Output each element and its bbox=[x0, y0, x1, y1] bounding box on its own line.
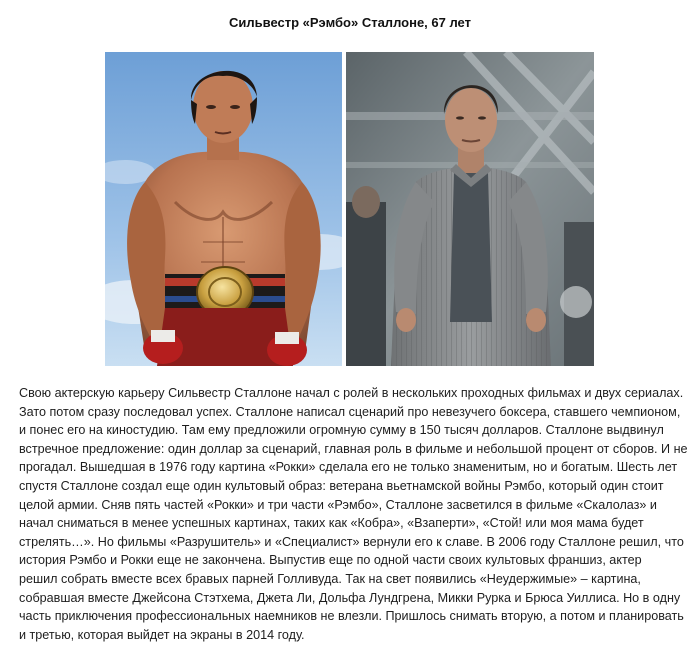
article-line: история Рэмбо и Рокки еще не закончена. Выпустив еще по одной части своих культовых франшиз, актер bbox=[19, 553, 642, 568]
article-line: и третью, которая выйдет на экраны в 2014 году. bbox=[19, 627, 305, 642]
article-line: встречное предложение: один доллар за сценарий, главная роль в фильме и небольшой процент от сборов. И не bbox=[19, 441, 688, 456]
photo-young-boxer bbox=[105, 52, 342, 366]
article-line: Зато потом сразу последовал успех. Сталлоне написал сценарий про невезучего боксера, ставшего чемпионом, bbox=[19, 404, 681, 419]
article-line: начал сниматься в менее успешных картинах, таких как «Кобра», «Взаперти», «Стой! или моя мама будет bbox=[19, 516, 644, 531]
article-line: прогадал. Вышедшая в 1976 году картина «Рокки» сделала его не только знаменитым, но и богатым. Шесть лет bbox=[19, 460, 678, 475]
article-line: и понес его на киностудию. Там ему предложили огромную сумму в 150 тысяч долларов. Сталлоне выдвинул bbox=[19, 423, 664, 438]
article-line: часть приключения профессиональных наемников не влезли. Пришлось снимать вторую, а потом и планировать bbox=[19, 609, 684, 624]
article-line: спустя Сталлоне создал еще один культовый образ: ветерана вьетнамской войны Рэмбо, который один стоит bbox=[19, 478, 664, 493]
photo-older-man bbox=[346, 52, 594, 366]
article-line: собравшая вместе Джейсона Стэтхема, Джета Ли, Дольфа Лундгрена, Микки Рурка и Брюса Уиллиса. Но в одну bbox=[19, 590, 681, 605]
article-body bbox=[19, 384, 687, 644]
article-line: целой армии. Сняв пять частей «Рокки» и три части «Рэмбо», Сталлоне засветился в фильме «Скалолаз» и bbox=[19, 497, 657, 512]
article-line: Свою актерскую карьеру Сильвестр Сталлоне начал с ролей в нескольких проходных фильмах и двух сериалах. bbox=[19, 386, 684, 400]
page-title: Сильвестр «Рэмбо» Сталлоне, 67 лет bbox=[229, 15, 471, 30]
article-line: стрелять…». Но фильмы «Разрушитель» и «Специалист» вернули его к славе. В 2006 году Сталлоне решил, что bbox=[19, 534, 684, 549]
article-line: решил собрать вместе всех бравых парней Голливуда. Так на свет появились «Неудержимые» – картина, bbox=[19, 571, 641, 586]
